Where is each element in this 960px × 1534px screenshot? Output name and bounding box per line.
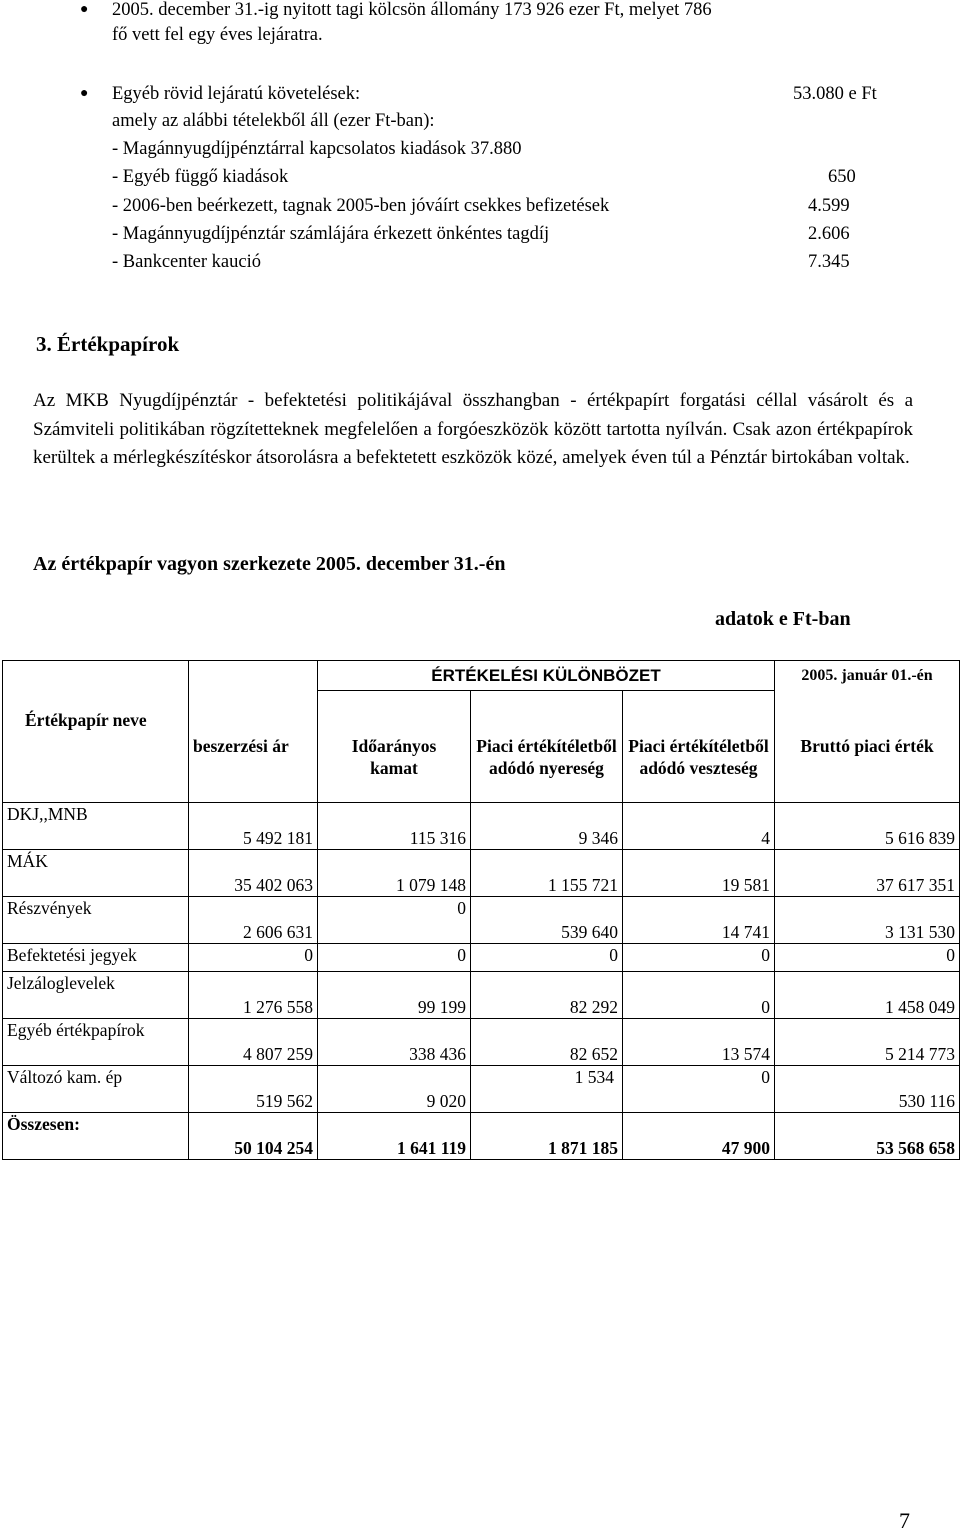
item-value: 650 — [828, 167, 856, 187]
cell-gain: 1 534 — [471, 1066, 623, 1113]
cell-interest: 115 316 — [318, 803, 471, 850]
cell-loss: 0 — [623, 972, 775, 1019]
cell-gross: 530 116 — [775, 1066, 960, 1113]
item-text: - Magánnyugdíjpénztárral kapcsolatos kiadások 37.880 — [112, 139, 522, 159]
cell-interest: 9 020 — [318, 1066, 471, 1113]
col-header-loss: Piaci értékítéletből adódó veszteség — [623, 691, 775, 803]
cell-gross: 0 — [775, 944, 960, 972]
row-name: DKJ,,MNB — [3, 803, 189, 850]
cell-purchase: 519 562 — [189, 1066, 318, 1113]
cell-loss: 0 — [623, 1066, 775, 1113]
cell-loss: 47 900 — [623, 1113, 775, 1160]
table-title: Az értékpapír vagyon szerkezete 2005. december 31.-én — [33, 553, 506, 575]
row-name: Változó kam. ép — [3, 1066, 189, 1113]
cell-interest: 0 — [318, 897, 471, 944]
table-row-total — [3, 1113, 960, 1160]
item-value: 2.606 — [808, 224, 850, 244]
header-blank — [3, 661, 189, 691]
cell-purchase: 1 276 558 — [189, 972, 318, 1019]
col-header-purchase: beszerzési ár — [189, 691, 318, 803]
cell-interest: 1 079 148 — [318, 850, 471, 897]
cell-gain: 1 871 185 — [471, 1113, 623, 1160]
cell-gain: 9 346 — [471, 803, 623, 850]
table-row — [3, 850, 960, 897]
cell-purchase: 2 606 631 — [189, 897, 318, 944]
cell-interest: 338 436 — [318, 1019, 471, 1066]
section-paragraph: Az MKB Nyugdíjpénztár - befektetési politikájával összhangban - értékpapírt forgatási céllal vásárolt és a Számviteli politikában rögzítetteknek megfelelően a forgóeszközök között tartotta nyílván. Csak azon értékpapírok kerültek a mérlegkészítéskor átsorolásra a befektetett eszközök közé, amelyek éven túl a Pénztár birtokában voltak. — [33, 390, 913, 468]
col-header-gain: Piaci értékítéletből adódó nyereség — [471, 691, 623, 803]
cell-interest: 0 — [318, 944, 471, 972]
cell-purchase: 35 402 063 — [189, 850, 318, 897]
header-blank — [189, 661, 318, 691]
bullet-icon: ● — [80, 86, 89, 101]
bullet1-line2: fő vett fel egy éves lejáratra. — [112, 25, 323, 45]
cell-gain: 0 — [471, 944, 623, 972]
item-text: - Bankcenter kaució — [112, 252, 261, 272]
bullet-icon: ● — [80, 2, 89, 17]
cell-loss: 13 574 — [623, 1019, 775, 1066]
cell-gross: 53 568 658 — [775, 1113, 960, 1160]
cell-interest: 99 199 — [318, 972, 471, 1019]
row-name: MÁK — [3, 850, 189, 897]
cell-gain: 82 292 — [471, 972, 623, 1019]
page-number: 7 — [899, 1508, 910, 1533]
bullet2-sub: amely az alábbi tételekből áll (ezer Ft-ban): — [112, 111, 435, 131]
bullet1-line1: 2005. december 31.-ig nyitott tagi kölcsön állomány 173 926 ezer Ft, melyet 786 — [112, 0, 712, 20]
table-row — [3, 803, 960, 850]
row-name: Jelzáloglevelek — [3, 972, 189, 1019]
cell-gain: 1 155 721 — [471, 850, 623, 897]
bullet2-label: Egyéb rövid lejáratú követelések: — [112, 84, 361, 104]
row-name: Összesen: — [3, 1113, 189, 1160]
units-note: adatok e Ft-ban — [715, 608, 851, 630]
cell-gross: 37 617 351 — [775, 850, 960, 897]
cell-gross: 5 214 773 — [775, 1019, 960, 1066]
cell-loss: 0 — [623, 944, 775, 972]
item-value: 4.599 — [808, 196, 850, 216]
item-text: - Egyéb függő kiadások — [112, 167, 289, 187]
date-header: 2005. január 01.-én — [775, 661, 960, 691]
cell-gross: 5 616 839 — [775, 803, 960, 850]
cell-gain: 82 652 — [471, 1019, 623, 1066]
table-row — [3, 972, 960, 1019]
section-heading: 3. Értékpapírok — [36, 332, 180, 356]
cell-loss: 4 — [623, 803, 775, 850]
cell-gross: 1 458 049 — [775, 972, 960, 1019]
cell-loss: 14 741 — [623, 897, 775, 944]
row-name: Részvények — [3, 897, 189, 944]
cell-interest: 1 641 119 — [318, 1113, 471, 1160]
row-name: Egyéb értékpapírok — [3, 1019, 189, 1066]
cell-purchase: 0 — [189, 944, 318, 972]
cell-purchase: 5 492 181 — [189, 803, 318, 850]
cell-purchase: 50 104 254 — [189, 1113, 318, 1160]
row-name: Befektetési jegyek — [3, 944, 189, 972]
cell-purchase: 4 807 259 — [189, 1019, 318, 1066]
col-header-interest: Időarányos kamat — [318, 691, 471, 803]
cell-loss: 19 581 — [623, 850, 775, 897]
item-text: - 2006-ben beérkezett, tagnak 2005-ben jóváírt csekkes befizetések — [112, 196, 610, 216]
item-text: - Magánnyugdíjpénztár számlájára érkezett önkéntes tagdíj — [112, 224, 550, 244]
name-header: Értékpapír neve — [3, 691, 189, 803]
cell-gain: 539 640 — [471, 897, 623, 944]
table-row — [3, 1019, 960, 1066]
group-header: ÉRTÉKELÉSI KÜLÖNBÖZET — [318, 661, 775, 691]
bullet2-amount: 53.080 e Ft — [793, 84, 877, 104]
item-value: 7.345 — [808, 252, 850, 272]
cell-gross: 3 131 530 — [775, 897, 960, 944]
col-header-gross: Bruttó piaci érték — [775, 691, 960, 803]
table-row — [3, 897, 960, 944]
table-row — [3, 944, 960, 972]
table-row — [3, 1066, 960, 1113]
securities-table — [2, 660, 960, 1160]
